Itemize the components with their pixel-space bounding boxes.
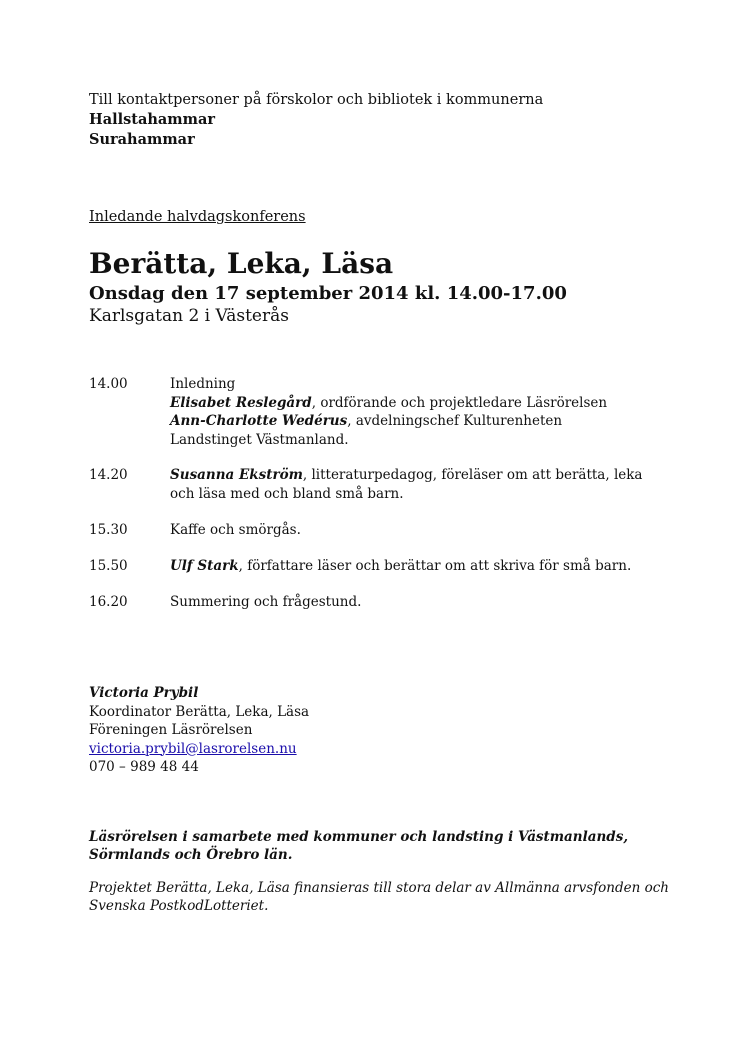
contact-email-link[interactable]: victoria.prybil@lasrorelsen.nu — [89, 740, 297, 757]
recipients-intro: Till kontaktpersoner på förskolor och bibliotek i kommunerna — [89, 92, 544, 108]
schedule-line: Ulf Stark, författare läser och berättar om att skriva för små barn. — [170, 558, 632, 574]
schedule-line: Inledning — [170, 376, 236, 392]
schedule-line: och läsa med och bland små barn. — [170, 485, 404, 502]
schedule-line: Kaffe och smörgås. — [170, 522, 301, 538]
municipality-hallstahammar: Hallstahammar — [89, 111, 216, 128]
schedule-line: Susanna Ekström, litteraturpedagog, föreläser om att berätta, leka — [170, 467, 643, 483]
event-venue: Karlsgatan 2 i Västerås — [89, 306, 289, 326]
schedule-time: 15.30 — [89, 522, 128, 538]
contact-block — [89, 684, 589, 777]
speaker-name: Ann-Charlotte Wedérus — [170, 413, 348, 429]
speaker-name: Susanna Ekström — [170, 467, 303, 483]
contact-organization: Föreningen Läsrörelsen — [89, 722, 253, 738]
collaboration-note: Läsrörelsen i samarbete med kommuner och landsting i Västmanlands, Sörmlands och Örebro län. — [89, 829, 629, 863]
schedule-line: Landstinget Västmanland. — [170, 431, 349, 448]
event-date: Onsdag den 17 september 2014 kl. 14.00-17.00 — [89, 283, 567, 304]
schedule-description — [170, 521, 660, 540]
schedule-time: 16.20 — [89, 594, 128, 610]
schedule-time: 14.20 — [89, 467, 128, 483]
contact-role: Koordinator Berätta, Leka, Läsa — [89, 703, 310, 720]
municipality-surahammar: Surahammar — [89, 131, 195, 148]
schedule-line: Elisabet Reslegård, ordförande och projektledare Läsrörelsen — [170, 394, 608, 411]
contact-phone: 070 – 989 48 44 — [89, 759, 199, 775]
schedule-description — [170, 557, 660, 576]
schedule-description — [170, 593, 660, 612]
event-title: Berätta, Leka, Läsa — [89, 247, 394, 280]
conference-type: Inledande halvdagskonferens — [89, 209, 306, 225]
contact-name: Victoria Prybil — [89, 685, 199, 701]
speaker-name: Elisabet Reslegård — [170, 394, 312, 411]
schedule-time: 14.00 — [89, 376, 128, 392]
speaker-name: Ulf Stark — [170, 558, 239, 574]
schedule-line: Ann-Charlotte Wedérus, avdelningschef Kulturenheten — [170, 413, 563, 429]
schedule-description — [170, 375, 660, 449]
schedule-line: Summering och frågestund. — [170, 594, 362, 610]
schedule-description — [170, 466, 660, 503]
schedule-time: 15.50 — [89, 558, 128, 574]
funding-note: Projektet Berätta, Leka, Läsa finansieras till stora delar av Allmänna arvsfonden och Svenska PostkodLotteriet. — [89, 880, 669, 914]
